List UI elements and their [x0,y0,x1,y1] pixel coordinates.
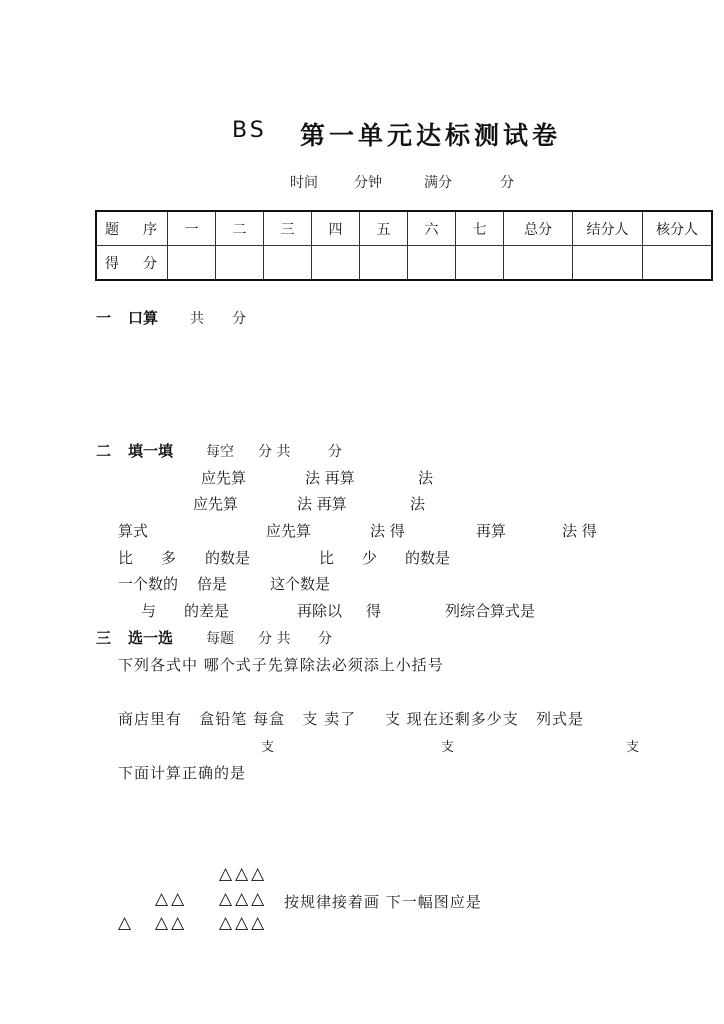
label-char: 得 [105,255,119,272]
label-char: 分 [143,255,157,272]
score-table [95,210,713,281]
section3-points: 分 共 [258,631,291,647]
section1-total-label: 共 [190,311,204,327]
col-header-total: 总分 [504,211,573,246]
label-char: 题 [105,221,119,238]
full-marks-label: 满分 [424,175,452,191]
row-label-score [96,246,168,281]
minutes-label: 分钟 [354,175,382,191]
section3-number: 三 [96,629,112,647]
score-cell-total[interactable] [504,246,573,281]
q2-3-text-d: 再算 [476,522,507,540]
q2-2-text-b: 法 再算 [297,495,347,513]
score-cell[interactable] [216,246,264,281]
score-cell-scorer[interactable] [573,246,643,281]
col-header: 三 [264,211,312,246]
section1-number: 一 [96,309,112,327]
col-header-scorer: 结分人 [573,211,643,246]
q2-2-text-a: 应先算 [193,495,239,513]
col-header: 四 [312,211,360,246]
q2-6-text-e: 列综合算式是 [445,602,536,620]
title-prefix: BS [232,118,267,143]
q2-5-text-b: 倍是 [197,575,228,593]
col-header: 一 [168,211,216,246]
triangle-pattern-row3-a: △ [118,913,135,933]
col-header: 六 [408,211,456,246]
score-table-score-row [96,246,712,281]
section2-title: 填一填 [128,442,174,460]
section2-note: 每空 [206,444,234,460]
q2-4-text-e: 少 [362,549,378,567]
q2-4-text-b: 多 [161,549,177,567]
q2-1-text-c: 法 [418,469,434,487]
q2-2-text-c: 法 [410,495,426,513]
q2-4-text-f: 的数是 [405,549,451,567]
q3-1-text: 下列各式中 哪个式子先算除法必须添上小括号 [118,656,444,674]
q2-5-text-c: 这个数是 [270,575,331,593]
score-cell-checker[interactable] [643,246,713,281]
col-header: 七 [456,211,504,246]
q2-5-text-a: 一个数的 [118,575,179,593]
q3-2-option-unit-a: 支 [261,740,275,755]
q2-4-text-c: 的数是 [205,549,251,567]
q2-3-text-e: 法 得 [562,522,597,540]
col-header: 二 [216,211,264,246]
section2-points2: 分 [328,444,342,460]
q3-4-prompt: 按规律接着画 下一幅图应是 [284,893,482,911]
q2-6-text-b: 的差是 [184,602,230,620]
score-cell[interactable] [408,246,456,281]
label-char: 序 [143,221,157,238]
q2-6-text-a: 与 [141,602,157,620]
q2-1-text-a: 应先算 [201,469,247,487]
q2-6-text-d: 得 [366,602,382,620]
score-cell[interactable] [360,246,408,281]
q2-6-text-c: 再除以 [297,602,343,620]
score-cell[interactable] [264,246,312,281]
col-header: 五 [360,211,408,246]
section2-points: 分 共 [258,444,291,460]
section3-note: 每题 [206,631,234,647]
triangle-pattern-row1: △△△ [219,864,268,884]
section3-points2: 分 [318,631,332,647]
score-cell[interactable] [312,246,360,281]
q3-2-option-unit-b: 支 [441,740,455,755]
section3-title: 选一选 [128,629,174,647]
q2-1-text-b: 法 再算 [305,469,355,487]
triangle-pattern-row2-right: △△△ [219,889,268,909]
q2-3-text-b: 应先算 [266,522,312,540]
col-header-checker: 核分人 [643,211,713,246]
score-cell[interactable] [456,246,504,281]
score-cell[interactable] [168,246,216,281]
row-label-question-number [96,211,168,246]
score-table-header-row [96,211,712,246]
q3-2-text: 商店里有 盒铅笔 每盒 支 卖了 支 现在还剩多少支 列式是 [118,710,585,728]
section2-number: 二 [96,442,112,460]
q3-3-text: 下面计算正确的是 [118,764,247,782]
q2-3-text-c: 法 得 [370,522,405,540]
section1-points-label: 分 [232,311,246,327]
triangle-pattern-row2-left: △△ [155,889,188,909]
points-label: 分 [500,175,514,191]
triangle-pattern-row3-b: △△ [155,913,188,933]
q2-3-text-a: 算式 [118,522,149,540]
triangle-pattern-row3-c: △△△ [219,913,268,933]
page-title: 第一单元达标测试卷 [300,121,562,150]
q2-4-text-a: 比 [118,549,134,567]
q2-4-text-d: 比 [319,549,335,567]
section1-title: 口算 [128,309,159,327]
q3-2-option-unit-c: 支 [626,740,640,755]
time-label: 时间 [290,175,318,191]
